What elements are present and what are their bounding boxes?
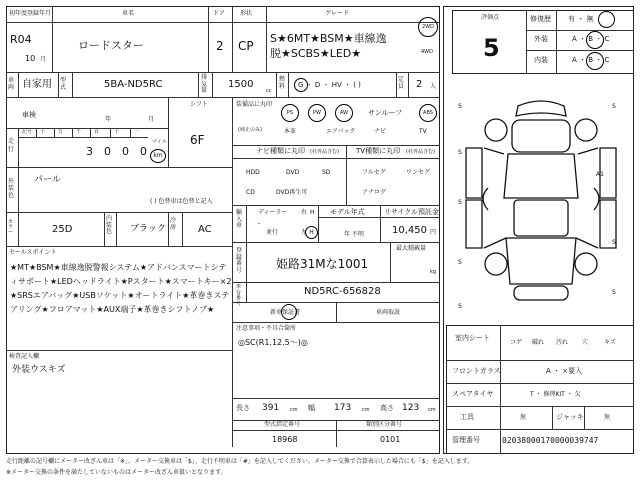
dealer-dot: ・	[256, 221, 263, 228]
tv-sub: (社外品含む)	[406, 149, 435, 155]
interior-sheet-item: コゲ	[510, 339, 523, 346]
width-value: 173	[334, 403, 352, 413]
diagram-label: S	[458, 103, 462, 110]
notes-value: ◎SC(R1.12.5〜)◎	[238, 338, 308, 347]
mileage-label: 走行	[8, 138, 15, 153]
drive-2wd-circle: 2WD	[418, 17, 438, 37]
fuel-value: G ・ D ・ HV ・ ( )	[298, 81, 361, 89]
equipment-item2: ナビ	[374, 128, 387, 135]
color-value: 25D	[52, 224, 73, 235]
chassis-value: ND5RC-656828	[304, 286, 381, 297]
int-grade-circle	[586, 52, 604, 70]
registration-label: 登録番号	[236, 247, 243, 274]
navi-item: SD	[322, 169, 331, 176]
inspection-year-unit: 年	[105, 116, 112, 123]
equipment-item-circle: PW	[308, 104, 326, 122]
jack-label: ジャッキ	[556, 413, 584, 421]
spare-tire-value: T ・ 修理KIT ・ 欠	[530, 391, 581, 398]
diagram-label: A1	[596, 171, 604, 178]
mileage-digit-label: 千	[76, 129, 82, 135]
ac-value: AC	[198, 224, 212, 235]
inspector-value: 外装ウスキズ	[12, 365, 66, 375]
diagram-label: S	[458, 259, 462, 266]
disp-value: 1500	[228, 79, 254, 90]
equipment-label: 装備品に丸印	[236, 101, 273, 108]
left-h-circle: H	[305, 226, 318, 239]
mileage-digit-label: 記号	[22, 129, 33, 135]
car-name: ロードスター	[78, 39, 144, 52]
length-label: 長さ	[236, 404, 250, 412]
mileage-digit: 3	[86, 145, 93, 158]
mileage-digit: 0	[140, 145, 147, 158]
interior-color-label: 内装色	[106, 215, 113, 236]
selling-points-label: セールスポイント	[9, 249, 57, 256]
mileage-digit-label: 百	[94, 129, 100, 135]
shape-label: 形状	[240, 10, 253, 17]
exterior-label: 外装色	[8, 178, 15, 200]
fuel-g-circle	[294, 78, 308, 92]
capacity-label: 定員	[398, 76, 405, 90]
chassis-label: 車台番号	[236, 284, 242, 307]
diagram-label: S	[458, 303, 462, 310]
mileage-digit: 0	[104, 145, 111, 158]
repair-label: 修復歴	[530, 15, 551, 23]
score-label: 評価点	[481, 14, 500, 21]
interior-sheet-label: 室内シート	[455, 334, 490, 342]
door-value: 2	[216, 39, 224, 53]
exterior-value: パール	[34, 175, 61, 185]
inspection-month-unit: 月	[148, 116, 155, 123]
equipment-item: サンルーフ	[368, 109, 403, 117]
right-h: H	[310, 209, 315, 216]
import-label: 輸入車	[236, 209, 243, 230]
int-grade-label: 内装	[534, 56, 548, 64]
right-label: 右	[301, 209, 308, 216]
reg-month: 10	[25, 54, 36, 63]
equipment-item-circle: AW	[335, 104, 353, 122]
equipment-item2: エアバック	[326, 128, 356, 135]
capacity-value: 2	[416, 79, 423, 90]
mileage-digit-label: 万	[58, 129, 64, 135]
interior-sheet-item: 破れ	[532, 339, 545, 346]
sharyo-label: 車両	[8, 77, 15, 91]
ext-grade-label: 外装	[534, 35, 548, 43]
use-value: 自家用	[22, 79, 52, 90]
diagram-label: S	[612, 103, 616, 110]
type-num-label: 型式指定番号	[264, 421, 301, 428]
mileage-digit-label: 十	[40, 129, 46, 135]
tv-item: フルセグ	[362, 169, 386, 176]
spare-tire-label: スペアタイヤ	[452, 390, 494, 398]
repair-selected-circle	[598, 11, 615, 28]
navi-sub: (社外品含む)	[310, 149, 339, 155]
recycle-unit: 円	[430, 229, 437, 236]
footer-line1: 走行距離の記号欄にメーター改ざん車は「※」、メーター交換車は「$」、走行不明車は「#」を記入してください。メーター交換で合算表示した場合にも「$」を記入します。	[6, 458, 474, 465]
mile-label: マイル	[152, 139, 167, 145]
length-value: 391	[262, 403, 280, 413]
height-value: 123	[402, 403, 420, 413]
shift-value: 6F	[190, 133, 205, 147]
navi-item: DVD	[286, 169, 300, 176]
navi-item: HDD	[246, 169, 260, 176]
disp-unit: cc	[266, 88, 272, 94]
shape-value: CP	[238, 39, 254, 53]
ext-grade-circle	[586, 31, 604, 49]
type-num-value: 18968	[272, 435, 298, 444]
height-unit: cm	[428, 407, 436, 413]
dealer-label: ディーラー	[258, 209, 288, 216]
equipment-sub: (純正のみ)	[238, 127, 262, 133]
footer-line2: ※メーター交換の条件を満たしていないものはメーター改ざん車扱いとなります。	[6, 469, 227, 476]
model-label: 型式	[60, 77, 67, 91]
ac-label: 冷房	[170, 217, 177, 231]
grade-line2: 脱★SCBS★LED★	[270, 47, 362, 60]
tools-value: 無	[520, 414, 527, 421]
inspection-label: 車検	[22, 111, 36, 119]
fuel-label: 燃料	[279, 76, 286, 90]
color-label: カラー	[8, 219, 14, 235]
selling-point-line: ★MT★BSM★車線逸脱警報システム★アドバンスマートシテ	[10, 263, 227, 272]
reg-month-unit: 月	[40, 56, 47, 63]
class-num-label: 類別区分番号	[366, 421, 403, 428]
equipment-item-circle: ABS	[419, 104, 437, 122]
interior-sheet-item: キズ	[604, 339, 616, 346]
interior-sheet-item: 汚れ	[556, 339, 569, 346]
jack-value: 無	[604, 414, 611, 421]
width-label: 幅	[308, 404, 315, 412]
registration-value: 姫路31Mな1001	[276, 257, 369, 271]
parallel-label: 並行	[266, 229, 279, 236]
front-glass-label: フロントガラス	[452, 367, 501, 375]
selling-point-line: ★SRSエアバッグ★USBソケット★オートライト★革巻きステ	[10, 291, 230, 300]
reg-label: 初年度登録年月	[9, 10, 52, 17]
width-unit: cm	[362, 407, 370, 413]
grade-label: グレード	[325, 10, 350, 17]
height-label: 高さ	[380, 404, 394, 412]
recycle-label: リサイクル預託金	[384, 208, 440, 216]
ext-grade: A ・ B ・ C	[572, 35, 610, 43]
navi-item: CD	[246, 189, 255, 196]
door-label: ドア	[213, 10, 225, 17]
warranty-book-circle	[281, 304, 297, 320]
mileage-digit-label: 十	[114, 129, 120, 135]
recycle-value: 10,450	[392, 225, 427, 236]
name-label: 車名	[122, 10, 135, 17]
selling-point-line: ィサポート★LEDヘッドライト★Pスタート★スマートキー×2	[10, 277, 232, 286]
class-num-value: 0101	[380, 435, 401, 444]
model-year-label: モデル年式	[330, 208, 365, 216]
tools-label: 工具	[460, 413, 474, 421]
diagram-label: S	[612, 239, 616, 246]
length-unit: cm	[290, 407, 298, 413]
equipment-item-circle: PS	[281, 104, 299, 122]
tv-label: TV種類に丸印	[356, 147, 401, 155]
management-value: 02038000170000039747	[502, 436, 599, 445]
car-damage-diagram	[448, 88, 634, 320]
diagram-label: S	[458, 149, 462, 156]
grade-line1: S★6MT★BSM★車線逸	[270, 32, 387, 45]
shift-label: シフト	[190, 101, 209, 108]
score-value: 5	[483, 34, 500, 62]
interior-color-value: ブラック	[130, 224, 166, 234]
repair-options: 有 ・ 無	[568, 15, 594, 23]
reg-year: R04	[10, 33, 32, 46]
exterior-note: ( ) 色替車は色替と記入	[150, 198, 213, 205]
drive-4wd: 4WD	[421, 49, 433, 55]
equipment-item2: 本革	[284, 128, 297, 135]
selling-point-line: アリング★フロアマット★AUX端子★革巻きシフトノブ★	[10, 305, 215, 314]
tv-item: アナログ	[362, 189, 387, 196]
diagram-label: S	[612, 289, 616, 296]
management-label: 管理番号	[452, 436, 480, 444]
tv-item: ワンセグ	[406, 169, 431, 176]
disp-label: 排気量	[201, 74, 208, 95]
max-load-label: 最大積載量	[396, 245, 427, 252]
model-value: 5BA-ND5RC	[104, 79, 163, 90]
max-load-unit: kg	[430, 269, 437, 275]
front-glass-value: A ・ ×要入	[546, 367, 583, 375]
equipment-item2: TV	[419, 128, 427, 135]
int-grade: A ・ B ・ C	[572, 56, 610, 64]
mileage-digit-label: 一	[134, 129, 140, 135]
model-year-value: 年 不明	[344, 231, 364, 238]
navi-label: ナビ種類に丸印	[256, 147, 305, 155]
capacity-unit: 人	[430, 83, 437, 90]
mileage-digit: 0	[122, 145, 129, 158]
notes-label: 注意事項・不具合箇所	[236, 325, 297, 332]
diagram-label: S	[458, 199, 462, 206]
left-label: 左	[301, 229, 308, 236]
warranty-book-label: 新車保証書	[270, 309, 301, 316]
manual-label: 車両取説	[376, 309, 401, 316]
navi-item: DVD再生可	[276, 189, 308, 196]
km-circle: km	[150, 149, 166, 163]
inspector-label: 検査記入欄	[9, 353, 40, 360]
interior-sheet-item: 穴	[582, 339, 589, 346]
